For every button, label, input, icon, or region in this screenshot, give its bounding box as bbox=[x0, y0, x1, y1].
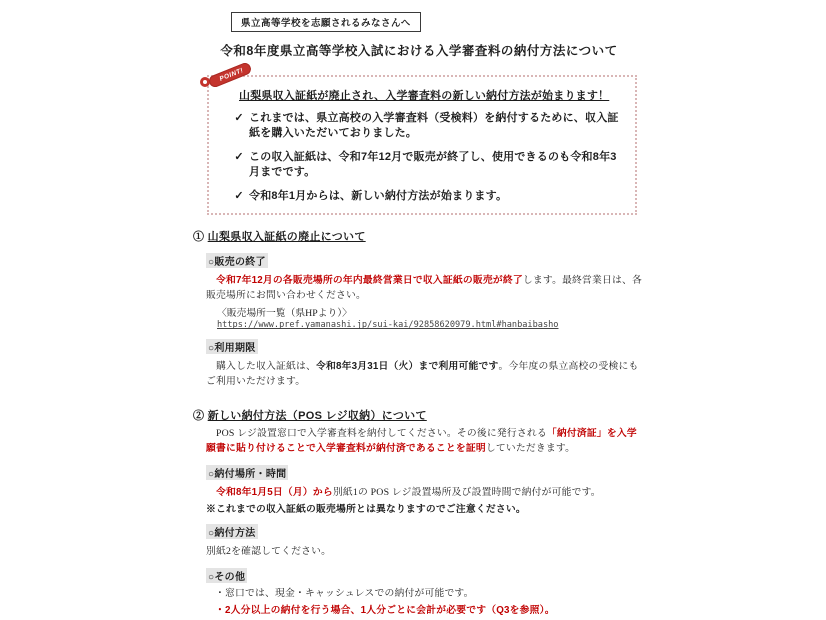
point-item bbox=[229, 189, 625, 204]
point-badge-icon bbox=[195, 62, 267, 98]
payment-method-heading: ○納付方法 bbox=[206, 524, 258, 539]
document-body bbox=[193, 12, 645, 620]
sale-location-list-label: 〈販売場所一覧（県HPより）〉 bbox=[217, 308, 352, 320]
payment-place-note: ※これまでの収入証紙の販売場所とは異なりますのでご注意ください。 bbox=[206, 504, 526, 516]
payment-place-heading: ○納付場所・時間 bbox=[206, 465, 288, 480]
usage-period-heading: ○利用期限 bbox=[206, 339, 258, 354]
audience-box bbox=[231, 12, 421, 32]
sale-location-url-line bbox=[217, 320, 645, 330]
payment-method-body: 別紙2を確認してください。 bbox=[206, 546, 332, 558]
page-title: 令和8年度県立高等学校入試における入学審査料の納付方法について bbox=[220, 44, 618, 58]
section2-intro-black2: していただきます。 bbox=[485, 442, 576, 454]
check-icon: ✓ bbox=[234, 112, 244, 124]
section1-number: ① bbox=[193, 230, 205, 243]
point-item-text: これまでは、県立高校の入学審査料（受検料）を納付するために、収入証紙を購入いただいておりました。 bbox=[249, 112, 619, 140]
point-item-text: 令和8年1月からは、新しい納付方法が始まります。 bbox=[249, 189, 508, 202]
point-item bbox=[229, 150, 625, 181]
sale-end-red-text: 令和7年12月の各販売場所の年内最終営業日で収入証紙の販売が終了 bbox=[216, 274, 523, 286]
usage-period-paragraph bbox=[206, 359, 645, 389]
point-item-text: この収入証紙は、令和7年12月で販売が終了し、使用できるのも令和8年3月までです。 bbox=[249, 150, 617, 179]
section1-title-text: 山梨県収入証紙の廃止について bbox=[207, 230, 366, 243]
other-heading: ○その他 bbox=[206, 568, 247, 583]
sale-end-heading: ○販売の終了 bbox=[206, 253, 268, 268]
usage-period-pre: 購入した収入証紙は、 bbox=[216, 361, 316, 373]
section2-number: ② bbox=[193, 409, 205, 422]
usage-period-post: 。今年度の県立高校の受検にもご利用いただけます。 bbox=[206, 361, 639, 388]
point-badge-label: POINT! bbox=[207, 61, 252, 89]
other-bullet: ・2人分以上の納付を行う場合、1人分ごとに会計が必要です（Q3を参照）。 bbox=[215, 605, 555, 617]
payment-place-paragraph bbox=[206, 485, 645, 500]
section2-title bbox=[193, 407, 645, 423]
payment-place-red: 令和8年1月5日（月）から bbox=[216, 486, 333, 498]
other-bullet: ・窓口では、現金・キャッシュレスでの納付が可能です。 bbox=[215, 588, 474, 600]
section2-intro-red: 「納付済証」を入学願書に貼り付けることで入学審査料が納付済であることを証明 bbox=[206, 427, 637, 454]
section2-intro-paragraph bbox=[206, 426, 645, 456]
audience-box-label: 県立高等学校を志願されるみなさんへ bbox=[241, 18, 411, 29]
sale-location-link[interactable]: https://www.pref.yamanashi.jp/sui-kai/92858620979.html#hanbaibasho bbox=[217, 320, 559, 331]
check-icon: ✓ bbox=[234, 150, 244, 163]
usage-period-deadline: 令和8年3月31日（火）まで利用可能です bbox=[315, 361, 499, 373]
sale-end-paragraph bbox=[206, 273, 645, 303]
section2-title-text: 新しい納付方法（POS レジ収納）について bbox=[207, 409, 427, 422]
point-item bbox=[229, 111, 625, 142]
point-box bbox=[207, 66, 637, 215]
point-headline: 山梨県収入証紙が廃止され、入学審査料の新しい納付方法が始まります！ bbox=[239, 90, 610, 102]
sale-end-black-text: します。最終営業日は、各販売場所にお問い合わせください。 bbox=[206, 274, 643, 302]
check-icon: ✓ bbox=[234, 189, 244, 202]
section2-intro-black1: POS レジ設置窓口で入学審査料を納付してください。その後に発行される bbox=[216, 427, 547, 439]
section1-title bbox=[193, 228, 645, 244]
payment-place-black: 別紙1の POS レジ設置場所及び設置時間で納付が可能です。 bbox=[332, 486, 601, 498]
